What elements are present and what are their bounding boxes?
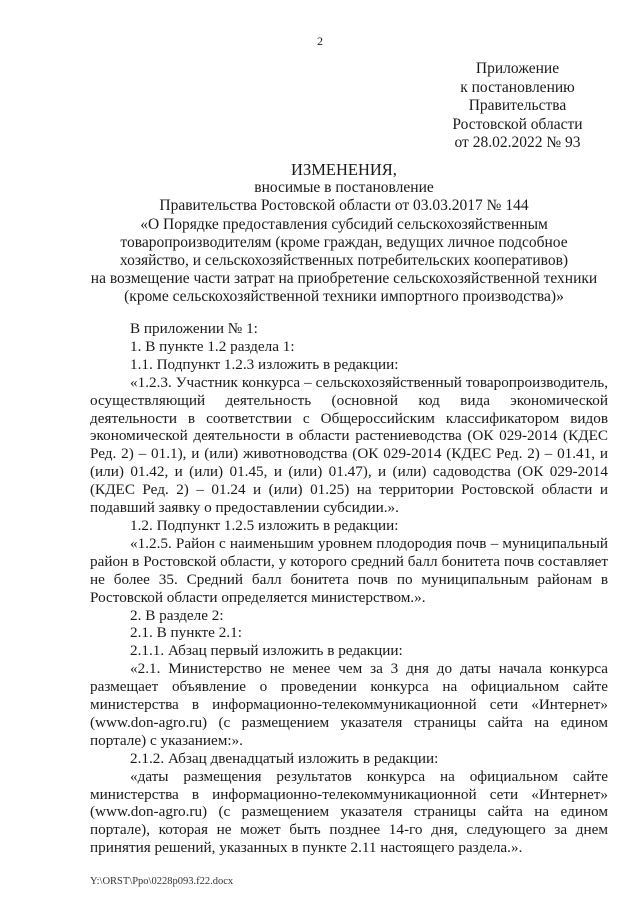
body-paragraph: 1.2. Подпункт 1.2.5 изложить в редакции: [130,516,399,534]
heading-line: (кроме сельскохозяйственной техники импортного производства)» [124,288,564,306]
appendix-line: Приложение [475,60,560,77]
file-path-footer: Y:\ORST\Ppo\0228p093.f22.docx [90,876,234,887]
body-paragraph: В приложении № 1: [130,320,258,337]
appendix-line: Ростовской области [452,115,583,133]
heading-line: хозяйство, и сельскохозяйственных потребительских кооперативов) [119,252,569,270]
page-number: 2 [317,34,323,48]
body-paragraph: «2.1. Министерство не менее чем за 3 дня до даты начала конкурса размещает объявление о проведении конкурса на официальном сайте министерства в информационно-телекоммуникационной сети «Интернет» (www.don-agro.ru) (с размещением указателя страницы сайта на едином портале) с указанием:». [90,660,608,749]
body-paragraph: «1.2.5. Район с наименьшим уровнем плодородия почв – муниципальный район в Ростовской области, у которого средний балл бонитета почв составляет не более 35. Средний балл бонитета почв по муниципальным районам в Ростовской области определяется министерством.». [90,534,608,606]
appendix-line: Правительства [468,97,567,114]
body-paragraph: 2.1.2. Абзац двенадцатый изложить в редакции: [130,749,439,767]
heading-line: вносимые в постановление [254,179,434,197]
document-body [90,320,608,857]
document-title: ИЗМЕНЕНИЯ, [291,160,397,179]
heading-line: товаропроизводителям (кроме граждан, ведущих личное подсобное [120,233,568,251]
body-paragraph: «1.2.3. Участник конкурса – сельскохозяйственный товаропроизводитель, осуществляющий деятельность (основной код вида экономической деятельности в соответствии с Общероссийским классификатором видов экономической деятельности в области растениеводства (ОК 029-2014 (КДЕС Ред. 2) – 01.1), и (или) животноводства (ОК 029-2014 (КДЕС Ред. 2) – 01.41, и (или) 01.42, и (или) 01.45, и (или) 01.47), и (или) садоводства (ОК 029-2014 (КДЕС Ред. 2) – 01.24 и (или) 01.25) на территории Ростовской области и подавший заявку о предоставлении субсидии.». [90,373,608,517]
appendix-line: к постановлению [460,78,575,96]
body-paragraph: 2. В разделе 2: [130,606,224,624]
heading-line: Правительства Ростовской области от 03.03.2017 № 144 [159,197,529,215]
appendix-block [440,60,595,153]
body-paragraph: 1. В пункте 1.2 раздела 1: [130,337,295,355]
appendix-line: от 28.02.2022 № 93 [454,134,581,151]
body-paragraph: 2.1. В пункте 2.1: [130,624,242,642]
body-paragraph: 2.1.1. Абзац первый изложить в редакции: [130,642,403,660]
body-paragraph: 1.1. Подпункт 1.2.3 изложить в редакции: [130,355,399,373]
heading-line: на возмещение части затрат на приобретение сельскохозяйственной техники [90,270,598,288]
document-heading [80,161,608,307]
heading-line: «О Порядке предоставления субсидий сельскохозяйственным [140,215,548,233]
body-paragraph: «даты размещения результатов конкурса на официальном сайте министерства в информационно-телекоммуникационной сети «Интернет» (www.don-agro.ru) (с размещением указателя страницы сайта на едином портале), которая не может быть позднее 14-го дня, следующего за днем принятия решений, указанных в пункте 2.11 настоящего раздела.». [90,767,608,857]
